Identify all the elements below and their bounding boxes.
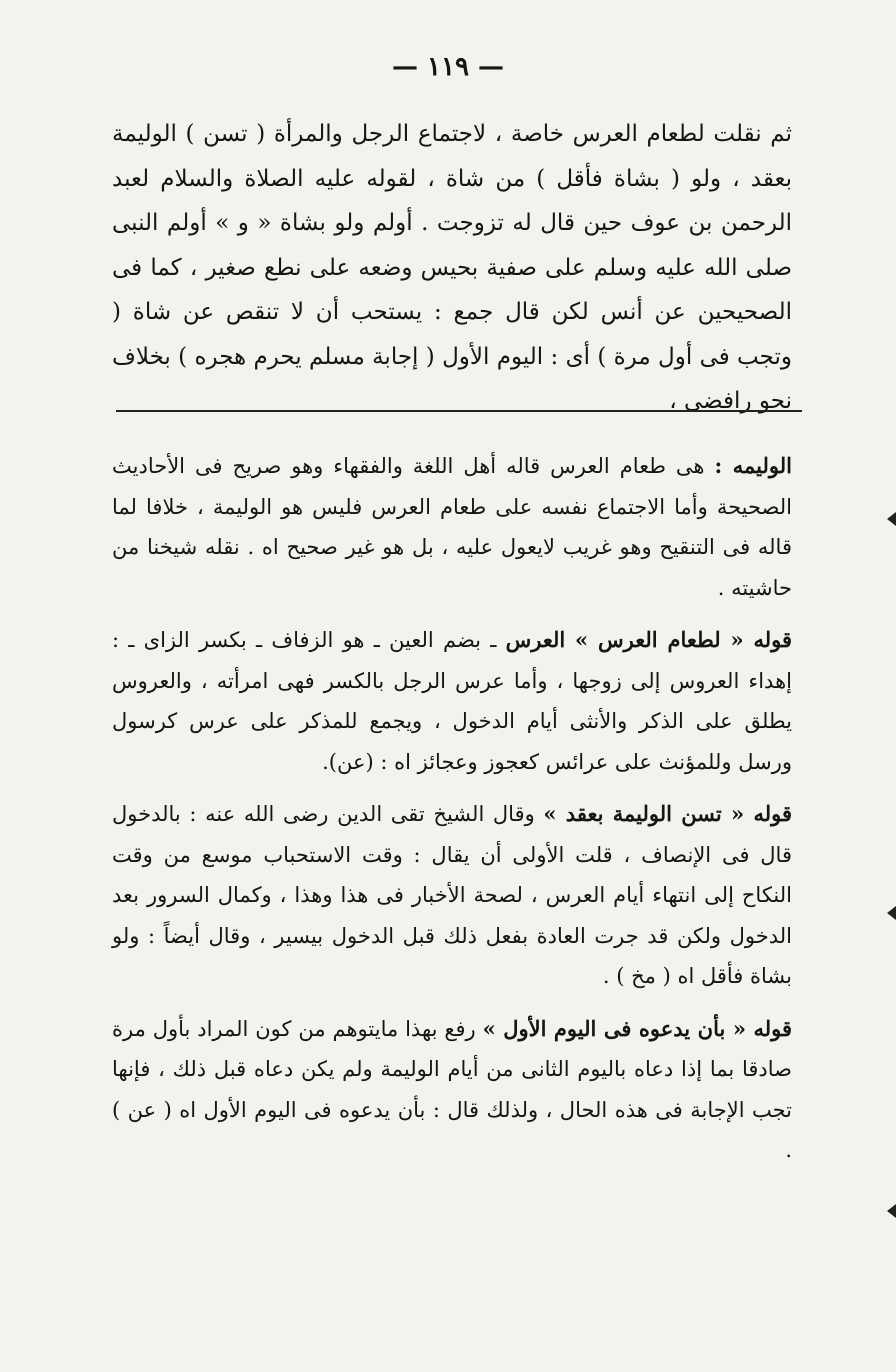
main-text-block <box>112 112 792 424</box>
footnote-2-text: ـ بضم العين ـ هو الزفاف ـ بكسر الزاى ـ : إهداء العروس إلى زوجها ، وأما عرس الرجل بالكسر فهى امرأته ، والعروس يطلق على الذكر والأنثى أيام الدخول ، ويجمع للمذكر على عرس كرسول ورسل وللمؤنث على عرائس كعجوز وعجائز اه : (عن). <box>112 628 792 774</box>
footnote-1 <box>112 446 792 608</box>
footnote-1-head: الوليمه : <box>714 453 792 478</box>
footnote-1-text: هى طعام العرس قاله أهل اللغة والفقهاء وهو صريح فى الأحاديث الصحيحة وأما الاجتماع نفسه على طعام العرس فليس هو الوليمة ، خلافا لما قاله فى التنقيح وهو غريب لايعول عليه ، بل هو غير صحيح اه . نقله شيخنا من حاشيته . <box>112 454 792 600</box>
footnote-2-head: قوله « لطعام العرس » العرس <box>505 627 792 652</box>
footnotes <box>112 446 792 1171</box>
footnote-3-head: قوله « تسن الوليمة بعقد » <box>543 801 792 826</box>
main-paragraph: ثم نقلت لطعام العرس خاصة ، لاجتماع الرجل والمرأة ( تسن ) الوليمة بعقد ، ولو ( بشاة فأقل ) من شاة ، لقوله عليه الصلاة والسلام لعبد الرحمن بن عوف حين قال له تزوجت . أولم ولو بشاة « و » أولم النبى صلى الله عليه وسلم على صفية بحيس وضعه على نطع صغير ، كما فى الصحيحين عن أنس لكن قال جمع : يستحب أن لا تنقص عن شاة ( وتجب فى أول مرة ) أى : اليوم الأول ( إجابة مسلم يحرم هجره ) بخلاف نحو رافضى ، <box>112 121 792 414</box>
footnote-4-head: قوله « بأن يدعوه فى اليوم الأول » <box>482 1015 793 1041</box>
footnote-divider <box>116 410 802 412</box>
margin-marker-icon <box>887 906 896 920</box>
footnote-4-text: رفع بهذا مايتوهم من كون المراد بأول مرة صادقا بما إذا دعاه باليوم الثانى من أيام الوليمة ولم يكن دعاه قبل ذلك ، فإنها تجب الإجابة فى هذه الحال ، ولذلك قال : بأن يدعوه فى اليوم الأول اه ( عن ) . <box>112 1016 792 1162</box>
footnote-3-text: وقال الشيخ تقى الدين رضى الله عنه : بالدخول قال فى الإنصاف ، قلت الأولى أن يقال : وقت الاستحباب موسع من وقت النكاح إلى انتهاء أيام العرس ، لصحة الأخبار فى هذا وهذا ، وكمال السرور بعد الدخول ولكن قد جرت العادة بفعل ذلك قبل الدخول بيسير ، وقال أيضاً : ولو بشاة فأقل اه ( مخ ) . <box>112 802 792 988</box>
footnote-3 <box>112 794 792 997</box>
footnote-4 <box>112 1009 792 1171</box>
page-number: — ١١٩ — <box>391 52 505 82</box>
footnote-2 <box>112 620 792 782</box>
margin-marker-icon <box>887 1204 896 1218</box>
margin-marker-icon <box>887 512 896 526</box>
